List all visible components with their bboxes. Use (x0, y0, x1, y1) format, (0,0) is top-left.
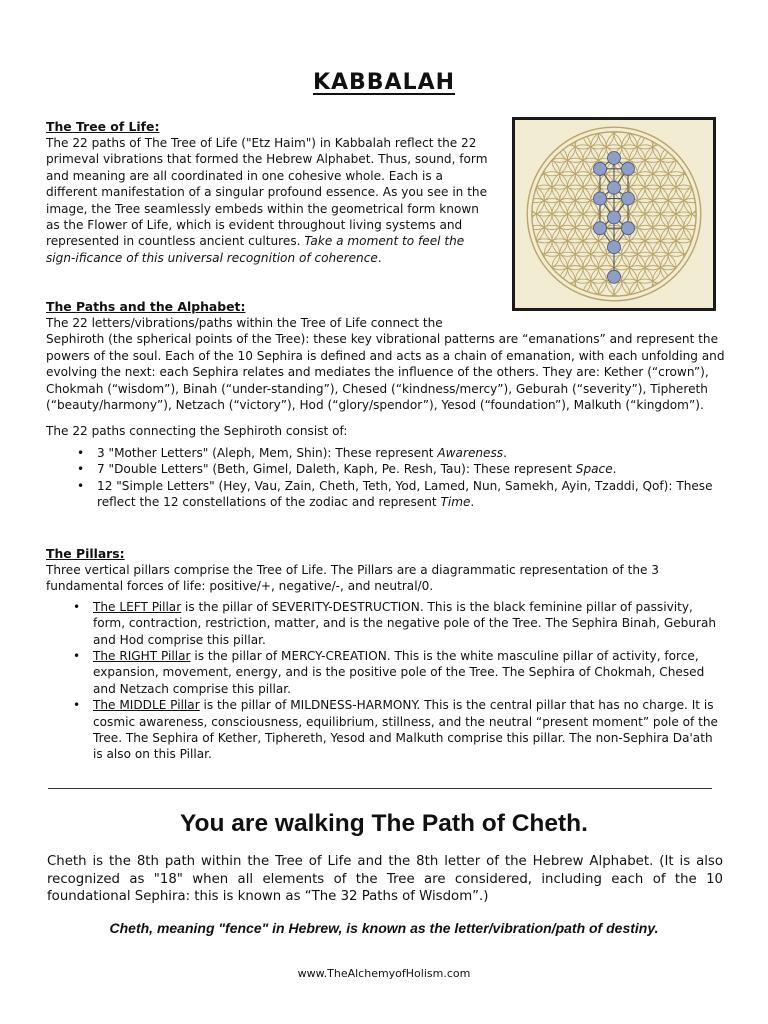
list-item: • 7 "Double Letters" (Beth, Gimel, Daleth, Kaph, Pe. Resh, Tau): These represent Space. (77, 462, 617, 477)
paths-intro: The 22 paths connecting the Sephiroth consist of: (46, 424, 348, 439)
sephira-node (622, 192, 635, 205)
flower-circle (515, 185, 544, 216)
list-item: • The RIGHT Pillar is the pillar of MERCY-CREATION. This is the white masculine pillar of activity, force, expansion, movement, energy, and is the positive pole of the Tree. The Sephira of Chokmah, Chesed and Netzach comprise this pillar. (73, 649, 705, 696)
page-title: KABBALAH (312, 70, 456, 95)
flower-of-life-image (512, 117, 716, 311)
paths-body-first-line: The 22 letters/vibrations/paths within the Tree of Life connect the (46, 316, 443, 330)
sephira-node (594, 192, 607, 205)
list-item: • The LEFT Pillar is the pillar of SEVERITY-DESTRUCTION. This is the black feminine pillar of passivity, form, contraction, restriction, matter, and is the negative pole of the Tree. The Sephira Binah, Geburah and Hod comprise this pillar. (73, 599, 717, 647)
list-item: • 3 "Mother Letters" (Aleph, Mem, Shin): These represent Awareness. (77, 445, 507, 460)
sephira-node (622, 222, 635, 235)
list-item: • 12 "Simple Letters" (Hey, Vau, Zain, Cheth, Teth, Yod, Lamed, Nun, Samekh, Ayin, Tzaddi, Qof): These reflect the 12 constellations of the zodiac and represent Time. (77, 478, 713, 510)
paths-section (46, 298, 726, 510)
cheth-heading: You are walking The Path of Cheth. (180, 810, 588, 837)
pillars-list (73, 599, 721, 763)
flower-circle (515, 212, 544, 243)
tree-of-life-diagram (515, 120, 713, 308)
sephira-node (608, 241, 621, 254)
letters-list (77, 445, 726, 511)
cheth-body: Cheth is the 8th path within the Tree of Life and the 8th letter of the Hebrew Alphabet. (It is also recognized as "18" when all elements of the Tree are considered, including each of the 10 foundational Sephira: this is known as “The 32 Paths of Wisdom”.) (47, 854, 723, 904)
sephira-node (608, 152, 621, 165)
sephira-node (608, 270, 621, 283)
tree-of-life-section (46, 118, 494, 266)
sephira-node (594, 222, 607, 235)
pillars-section (46, 545, 726, 763)
sephira-node (594, 162, 607, 175)
tree-of-life-body: The 22 paths of The Tree of Life ("Etz Haim") in Kabbalah reflect the 22 primeval vibrations that formed the Hebrew Alphabet. Thus, sound, form and meaning are all coordinated in one cohesive whole. Each is a different manifestation of a singular profound essence. As you see in the image, the Tree seamlessly embeds within the geometrical form known as the Flower of Life, which is evident throughout living systems and represented in countless ancient cultures. Take a moment to feel the sign-ificance of this universal recognition of coherence. (46, 136, 488, 265)
tree-of-life-heading: The Tree of Life: (46, 119, 160, 134)
pillars-heading: The Pillars: (46, 546, 125, 561)
paths-heading: The Paths and the Alphabet: (46, 299, 246, 314)
cheth-destiny-statement: Cheth, meaning "fence" in Hebrew, is known as the letter/vibration/path of destiny. (109, 920, 659, 936)
paths-body: Sephiroth (the spherical points of the Tree): these key vibrational patterns are “emanations” and represent the powers of the soul. Each of the 10 Sephira is defined and acts as a chain of emanation, with each unfolding and evolving the next: each Sephira relates and mediates the influence of the others. They are: Kether (“crown”), Chokmah (“wisdom”), Binah (“under-standing”), Chesed (“kindness/mercy”), Geburah (“severity”), Tiphereth (“beauty/harmony”), Netzach (“victory”), Hod (“glory/spendor”), Yesod (“foundation”), Malkuth (“kingdom”). (46, 332, 725, 413)
flower-circle (684, 185, 713, 216)
pillars-body: Three vertical pillars comprise the Tree of Life. The Pillars are a diagrammatic representation of the 3 fundamental forces of life: positive/+, negative/-, and neutral/0. (46, 563, 659, 594)
divider (48, 788, 712, 789)
footer-url: www.TheAlchemyofHolism.com (297, 967, 471, 980)
sephira-node (622, 162, 635, 175)
sephira-node (608, 181, 621, 194)
list-item: • The MIDDLE Pillar is the pillar of MILDNESS-HARMONY. This is the central pillar that has no charge. It is cosmic awareness, consciousness, equilibrium, stillness, and the neutral “present moment” pole of the Tree. The Sephira of Kether, Tiphereth, Yesod and Malkuth comprise this pillar. The non-Sephira Da'ath is also on this Pillar. (73, 698, 719, 762)
flower-circle (684, 212, 713, 243)
sephira-node (608, 211, 621, 224)
